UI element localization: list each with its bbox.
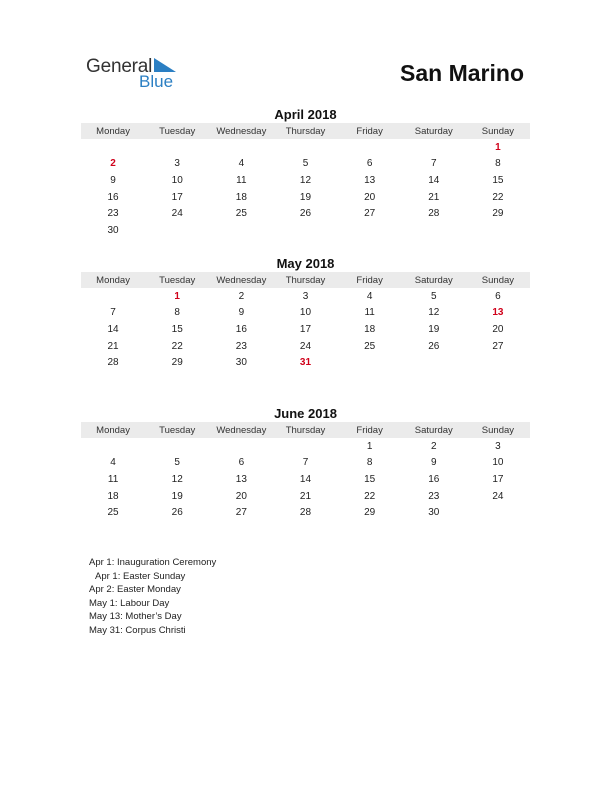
day-cell: 13 [364, 174, 376, 186]
day-cell: 26 [171, 507, 183, 519]
day-cell: 5 [302, 158, 309, 170]
weekday-label: Sunday [481, 274, 515, 286]
day-cell: 9 [238, 307, 245, 319]
day-cell: 7 [110, 307, 116, 319]
holiday-list [89, 556, 216, 638]
day-cell: 10 [492, 457, 504, 469]
day-cell: 23 [235, 340, 247, 352]
day-cell: 15 [492, 174, 504, 186]
weekday-label: Friday [356, 125, 383, 137]
day-cell: 1 [495, 141, 501, 153]
day-cell: 17 [492, 473, 504, 485]
week-row [81, 488, 530, 505]
week-row [81, 455, 530, 472]
day-cell: 12 [428, 307, 440, 319]
day-cell: 5 [430, 290, 437, 302]
day-cell: 2 [110, 158, 116, 170]
day-cell: 5 [174, 457, 180, 469]
weekday-label: Friday [356, 274, 383, 286]
day-cell: 4 [238, 158, 245, 170]
day-cell: 13 [235, 473, 247, 485]
day-cell: 14 [299, 473, 312, 485]
day-cell: 24 [171, 208, 183, 220]
day-cell: 17 [299, 323, 312, 335]
day-cell: 20 [364, 191, 376, 203]
weekday-label: Sunday [481, 125, 515, 137]
day-cell: 24 [299, 340, 312, 352]
weekday-label: Thursday [285, 424, 326, 436]
weekday-header [81, 272, 530, 288]
week-row [81, 222, 530, 239]
weekday-label: Tuesday [159, 274, 196, 286]
day-cell: 9 [430, 457, 437, 469]
day-cell: 22 [492, 191, 504, 203]
weekday-header [81, 123, 530, 139]
day-cell: 1 [366, 440, 373, 452]
day-cell: 25 [235, 208, 247, 220]
day-cell: 16 [428, 473, 440, 485]
day-cell: 19 [171, 490, 183, 502]
day-cell: 19 [428, 323, 440, 335]
day-cell: 8 [366, 457, 373, 469]
day-cell: 4 [366, 290, 373, 302]
logo [86, 56, 196, 92]
day-cell: 7 [302, 457, 309, 469]
month-title: June 2018 [274, 406, 337, 421]
day-cell: 13 [492, 307, 504, 319]
day-cell: 18 [235, 191, 247, 203]
weekday-label: Tuesday [159, 125, 196, 137]
holiday-item: May 13: Mother’s Day [89, 611, 182, 623]
weekday-label: Wednesday [216, 274, 267, 286]
day-cell: 22 [364, 490, 376, 502]
weekday-label: Monday [96, 125, 130, 137]
week-row [81, 139, 530, 156]
weekday-label: Friday [356, 424, 383, 436]
day-cell: 20 [235, 490, 247, 502]
logo-blue-text: Blue [139, 72, 174, 91]
day-cell: 2 [430, 440, 437, 452]
country-title: San Marino [400, 60, 524, 86]
week-row [81, 438, 530, 455]
weekday-label: Saturday [414, 274, 453, 286]
weekday-label: Thursday [285, 274, 326, 286]
day-cell: 29 [171, 357, 183, 369]
day-cell: 28 [299, 507, 312, 519]
day-cell: 19 [299, 191, 312, 203]
week-row [81, 338, 530, 355]
day-cell: 12 [171, 473, 183, 485]
holiday-item: May 31: Corpus Christi [89, 624, 186, 636]
day-cell: 4 [110, 457, 116, 469]
month-title: May 2018 [276, 256, 335, 271]
day-cell: 11 [107, 473, 119, 485]
day-cell: 11 [364, 307, 375, 319]
day-cell: 8 [495, 158, 501, 170]
weekday-label: Saturday [414, 125, 453, 137]
month-may [81, 255, 530, 371]
weekday-label: Monday [96, 274, 130, 286]
day-cell: 30 [428, 507, 440, 519]
week-row [81, 471, 530, 488]
day-cell: 6 [366, 158, 373, 170]
week-row [81, 504, 530, 521]
day-cell: 18 [364, 323, 376, 335]
day-cell: 18 [107, 490, 119, 502]
day-cell: 27 [492, 340, 504, 352]
day-cell: 24 [492, 490, 504, 502]
day-cell: 8 [174, 307, 180, 319]
week-row [81, 189, 530, 206]
day-cell: 11 [236, 174, 247, 186]
month-title: April 2018 [274, 107, 337, 122]
day-cell: 29 [364, 507, 376, 519]
day-cell: 26 [299, 208, 312, 220]
day-cell: 25 [107, 507, 119, 519]
holiday-item: May 1: Labour Day [89, 597, 170, 609]
holiday-item: Apr 1: Easter Sunday [95, 570, 186, 582]
day-cell: 21 [428, 191, 440, 203]
day-cell: 20 [492, 323, 504, 335]
week-row [81, 305, 530, 322]
day-cell: 31 [299, 357, 312, 369]
day-cell: 6 [495, 290, 501, 302]
day-cell: 21 [107, 340, 119, 352]
holiday-item: Apr 2: Easter Monday [89, 584, 181, 596]
day-cell: 21 [299, 490, 312, 502]
day-cell: 29 [492, 208, 504, 220]
day-cell: 10 [171, 174, 183, 186]
day-cell: 30 [235, 357, 247, 369]
weekday-label: Monday [96, 424, 130, 436]
day-cell: 12 [299, 174, 312, 186]
day-cell: 14 [107, 323, 119, 335]
weekday-header [81, 422, 530, 438]
day-cell: 6 [238, 457, 245, 469]
day-cell: 28 [107, 357, 119, 369]
holiday-item: Apr 1: Inauguration Ceremony [89, 557, 217, 568]
weekday-label: Wednesday [216, 424, 267, 436]
week-row [81, 205, 530, 222]
weekday-label: Wednesday [216, 125, 267, 137]
day-cell: 7 [430, 158, 437, 170]
day-cell: 27 [364, 208, 376, 220]
week-row [81, 288, 530, 305]
day-cell: 10 [299, 307, 312, 319]
day-cell: 15 [364, 473, 376, 485]
day-cell: 25 [364, 340, 376, 352]
day-cell: 22 [171, 340, 183, 352]
weekday-label: Thursday [285, 125, 326, 137]
day-cell: 3 [174, 158, 180, 170]
day-cell: 14 [428, 174, 440, 186]
day-cell: 16 [107, 191, 119, 203]
day-cell: 23 [428, 490, 440, 502]
day-cell: 23 [107, 208, 119, 220]
day-cell: 27 [235, 507, 247, 519]
month-june [81, 405, 530, 521]
week-row [81, 354, 530, 371]
day-cell: 2 [238, 290, 245, 302]
month-april [81, 106, 530, 239]
day-cell: 16 [235, 323, 247, 335]
weekday-label: Sunday [481, 424, 515, 436]
day-cell: 17 [171, 191, 183, 203]
day-cell: 3 [302, 290, 309, 302]
week-row [81, 321, 530, 338]
weekday-label: Tuesday [159, 424, 196, 436]
day-cell: 28 [428, 208, 440, 220]
day-cell: 15 [171, 323, 183, 335]
week-row [81, 172, 530, 189]
day-cell: 3 [495, 440, 501, 452]
weekday-label: Saturday [414, 424, 453, 436]
logo-general-text: General [86, 56, 153, 77]
day-cell: 9 [110, 174, 116, 186]
week-row [81, 156, 530, 173]
day-cell: 26 [428, 340, 440, 352]
day-cell: 1 [174, 290, 180, 302]
day-cell: 30 [107, 224, 119, 236]
